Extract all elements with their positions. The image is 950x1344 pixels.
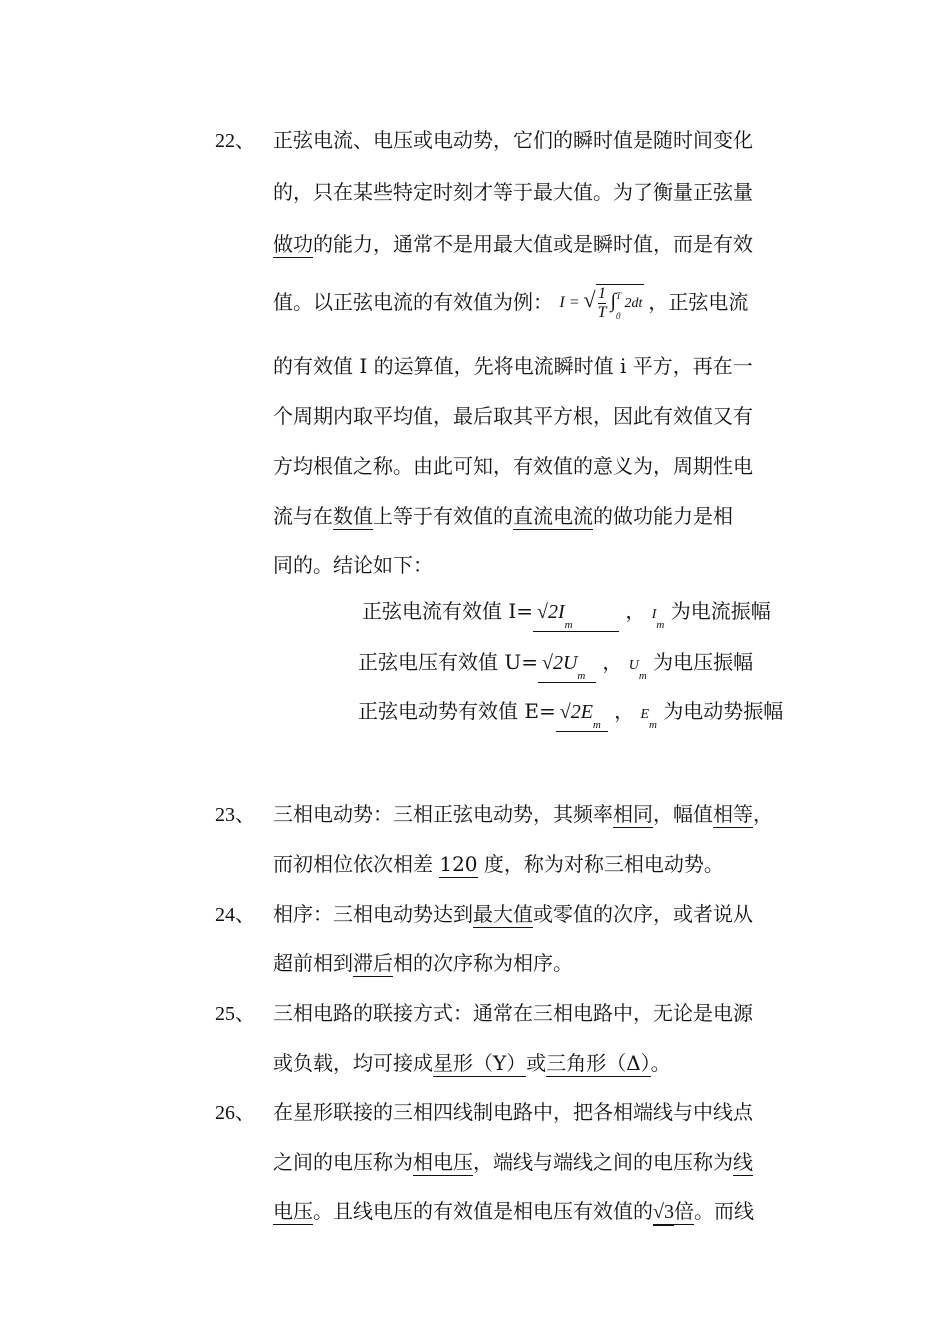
underlined-term: 做功 (273, 232, 313, 256)
text-line: 之间的电压称为相电压，端线与端线之间的电压称为线 (273, 1150, 753, 1174)
text-line: 超前相到滞后相的次序称为相序。 (273, 951, 573, 975)
conclusion-emf: 正弦电动势有效值 $E= √2E_m$ ， $E_m$ 为电动势振幅 (358, 699, 784, 731)
item-number: 26、 (215, 1102, 255, 1124)
underlined-term: 线 (733, 1150, 753, 1174)
underlined-term: 星形（Y） (433, 1051, 527, 1075)
underlined-term: 三角形（Δ） (546, 1051, 651, 1075)
text-fragment: ，正弦电流 (648, 290, 749, 315)
underlined-term: 相电压 (413, 1150, 473, 1174)
text-fragment: 的能力，通常不是用最大值或是瞬时值，而是有效 (313, 232, 753, 256)
underlined-term: 120 (439, 852, 478, 876)
conclusion-current: 正弦电流有效值 $I= √2I_m$ ， $I_m$ 为电流振幅 (362, 599, 771, 631)
text-line: 三相电路的联接方式：通常在三相电路中，无论是电源 (273, 1001, 753, 1025)
rms-formula: I = √ $\frac{1}{T} \int^T_0$ 2dt (559, 285, 643, 322)
text-line: 而初相位依次相差 120 度，称为对称三相电动势。 (273, 852, 724, 876)
text-line (273, 286, 813, 324)
sqrt3-value: √3 (653, 1201, 674, 1226)
text-line: 电压。且线电压的有效值是相电压有效值的√3倍。而线 (273, 1195, 813, 1224)
text-line: 相序：三相电动势达到最大值或零值的次序，或者说从 (273, 902, 753, 926)
underlined-term: 相等 (713, 802, 753, 826)
text-line (273, 228, 813, 257)
text-line: 的有效值 I 的运算值，先将电流瞬时值 i 平方，再在一 (273, 354, 753, 378)
item-number: 22、 (215, 130, 255, 152)
text-line: 流与在数值上等于有效值的直流电流的做功能力是相 (273, 504, 733, 528)
item-number: 23、 (215, 804, 255, 826)
text-line: 个周期内取平均值，最后取其平方根，因此有效值又有 (273, 404, 753, 428)
text-line: 正弦电流、电压或电动势，它们的瞬时值是随时间变化 (273, 128, 753, 152)
underlined-term: 直流电流 (513, 504, 593, 528)
text-line: 或负载，均可接成星形（Y）或三角形（Δ）。 (273, 1051, 671, 1075)
underlined-term: 倍 (673, 1199, 694, 1223)
text-line: 在星形联接的三相四线制电路中，把各相端线与中线点 (273, 1100, 753, 1124)
underlined-term: 滞后 (353, 951, 393, 975)
item-number: 24、 (215, 904, 255, 926)
item-number: 25、 (215, 1003, 255, 1025)
underlined-term: 相同 (613, 802, 653, 826)
text-line: 同的。结论如下： (273, 553, 433, 577)
underlined-term: 数值 (333, 504, 373, 528)
text-line: 方均根值之称。由此可知，有效值的意义为，周期性电 (273, 454, 753, 478)
text-line: 三相电动势：三相正弦电动势，其频率相同，幅值相等， (273, 802, 773, 826)
conclusion-voltage: 正弦电压有效值 $U= √2U_m$ ， $U_m$ 为电压振幅 (358, 650, 754, 682)
underlined-term: 电压 (273, 1199, 313, 1223)
underlined-term: 最大值 (473, 902, 533, 926)
text-fragment: 值。以正弦电流的有效值为例： (273, 290, 553, 315)
text-line: 的，只在某些特定时刻才等于最大值。为了衡量正弦量 (273, 180, 753, 204)
